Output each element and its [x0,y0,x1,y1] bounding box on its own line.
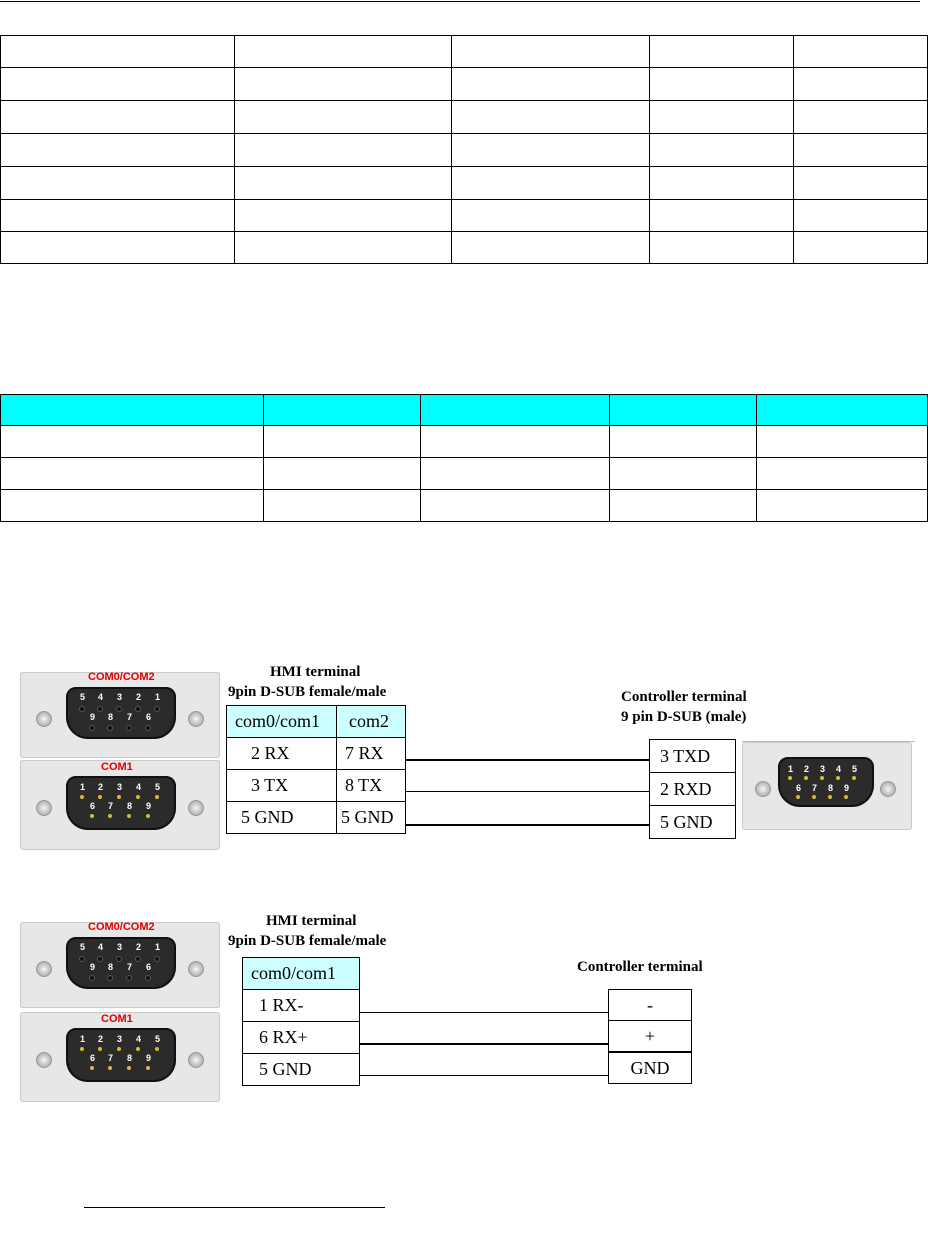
table-2 [0,394,928,522]
table-row [1,426,928,458]
pin-hole [136,707,140,711]
pin-hole [127,726,131,730]
pin-hole [80,957,84,961]
pin-number: 2 [98,782,104,792]
pin-dot [80,795,84,799]
hmi-pin-cell: 8 TX [337,770,406,802]
table-row [1,232,928,264]
pin-number: 5 [80,942,86,952]
wire-tx-rxd [405,791,649,792]
table-header-row [227,706,406,738]
connector-edge-line [742,741,915,742]
pin-dot [852,776,856,780]
pin-number: 2 [98,1034,104,1044]
connector-label-com0-com2: COM0/COM2 [88,671,155,683]
pin-dot [804,776,808,780]
pin-dot [788,776,792,780]
connector-label-com1: COM1 [101,1013,133,1025]
table-row [227,802,406,834]
pin-number: 5 [80,692,86,702]
pin-hole [108,976,112,980]
screw-icon [36,1052,52,1068]
pin-number: 3 [117,782,123,792]
table-row [609,1021,692,1053]
pin-number: 4 [136,782,142,792]
table-row [1,36,928,68]
screw-icon [188,1052,204,1068]
hmi-pin-cell: 5 GND [227,802,337,834]
hmi-pin-cell: 1 RX- [243,990,360,1022]
pin-number: 6 [796,783,802,793]
pin-dot [127,1066,131,1070]
hmi-pin-table [226,705,406,834]
pin-number: 4 [98,942,104,952]
table-header-row [1,395,928,426]
table-row [650,806,736,839]
hmi-terminal-subtitle: 9pin D-SUB female/male [228,684,387,700]
pin-number: 8 [108,712,114,722]
screw-icon [188,961,204,977]
controller-terminal-title: Controller terminal [621,689,747,705]
hmi-pin-cell: 2 RX [227,738,337,770]
hmi-pin-table [242,957,360,1086]
pin-number: 1 [80,1034,86,1044]
hmi-header-com0-com1: com0/com1 [227,706,337,738]
table-header-row [243,958,360,990]
table-row [1,167,928,200]
table-row [1,134,928,167]
pin-hole [90,976,94,980]
pin-dot [108,1066,112,1070]
pin-number: 7 [812,783,818,793]
pin-number: 5 [852,764,858,774]
pin-dot [90,1066,94,1070]
table-row [650,740,736,773]
hmi-terminal-title: HMI terminal [270,664,361,680]
pin-number: 1 [155,692,161,702]
pin-number: 1 [80,782,86,792]
screw-icon [36,800,52,816]
pin-dot [136,1047,140,1051]
pin-dot [136,795,140,799]
pin-dot [108,814,112,818]
pin-number: 2 [136,692,142,702]
table-row [650,773,736,806]
connector-label-com0-com2: COM0/COM2 [88,921,155,933]
pin-dot [820,776,824,780]
table-row [1,490,928,522]
pin-number: 1 [788,764,794,774]
pin-number: 3 [117,692,123,702]
pin-number: 6 [146,712,152,722]
pin-dot [90,814,94,818]
wire-gnd [360,1075,608,1076]
table-1 [0,35,928,264]
pin-hole [136,957,140,961]
screw-icon [880,781,896,797]
pin-dot [117,795,121,799]
pin-number: 4 [98,692,104,702]
pin-number: 6 [90,801,96,811]
table-row [243,990,360,1022]
pin-dot [796,795,800,799]
pin-hole [108,726,112,730]
pin-dot [98,795,102,799]
screw-icon [188,711,204,727]
controller-pin-cell: 5 GND [650,806,736,839]
pin-number: 7 [108,1053,114,1063]
pin-dot [844,795,848,799]
pin-number: 5 [155,1034,161,1044]
screw-icon [188,800,204,816]
table-row [227,738,406,770]
pin-number: 9 [90,712,96,722]
pin-hole [146,726,150,730]
table-row [1,68,928,101]
pin-number: 6 [90,1053,96,1063]
controller-pin-table [608,989,692,1084]
pin-number: 4 [136,1034,142,1044]
pin-hole [127,976,131,980]
hmi-header-com2: com2 [337,706,406,738]
pin-dot [155,1047,159,1051]
hmi-pin-cell: 5 GND [243,1054,360,1086]
pin-dot [98,1047,102,1051]
pin-number: 9 [146,801,152,811]
screw-icon [755,781,771,797]
hmi-terminal-subtitle: 9pin D-SUB female/male [228,933,387,949]
hmi-terminal-title: HMI terminal [266,913,357,929]
hmi-pin-cell: 3 TX [227,770,337,802]
controller-pin-table [649,739,736,839]
pin-number: 9 [90,962,96,972]
controller-terminal-subtitle: 9 pin D-SUB (male) [621,709,747,725]
table-row [227,770,406,802]
wire-gnd-gnd [405,824,649,826]
pin-number: 9 [844,783,850,793]
wire-rx-minus [360,1012,608,1013]
table-row [609,990,692,1021]
pin-dot [146,814,150,818]
pin-hole [155,957,159,961]
pin-hole [146,976,150,980]
table-row [609,1052,692,1084]
pin-dot [836,776,840,780]
pin-dot [127,814,131,818]
hmi-pin-cell: 6 RX+ [243,1022,360,1054]
pin-number: 7 [108,801,114,811]
pin-hole [117,957,121,961]
screw-icon [36,711,52,727]
pin-number: 4 [836,764,842,774]
table-row [1,458,928,490]
pin-number: 7 [127,962,133,972]
pin-number: 1 [155,942,161,952]
pin-dot [146,1066,150,1070]
wire-rx-txd [405,759,649,761]
controller-pin-cell: + [609,1021,692,1053]
pin-number: 8 [127,801,133,811]
pin-hole [155,707,159,711]
pin-dot [155,795,159,799]
pin-number: 9 [146,1053,152,1063]
controller-pin-cell: 3 TXD [650,740,736,773]
pin-dot [812,795,816,799]
table-row [243,1054,360,1086]
pin-hole [90,726,94,730]
pin-hole [80,707,84,711]
controller-pin-cell: GND [609,1052,692,1084]
pin-number: 7 [127,712,133,722]
connector-label-com1: COM1 [101,761,133,773]
pin-number: 6 [146,962,152,972]
pin-hole [117,707,121,711]
pin-number: 2 [136,942,142,952]
table-row [1,101,928,134]
pin-number: 3 [117,1034,123,1044]
controller-pin-cell: - [609,990,692,1021]
controller-pin-cell: 2 RXD [650,773,736,806]
pin-number: 2 [804,764,810,774]
header-rule [0,1,920,2]
table-row [243,1022,360,1054]
pin-number: 3 [117,942,123,952]
pin-hole [98,707,102,711]
wire-rx-plus [360,1043,608,1045]
pin-dot [828,795,832,799]
pin-dot [117,1047,121,1051]
pin-number: 3 [820,764,826,774]
controller-terminal-title: Controller terminal [577,959,703,975]
screw-icon [36,961,52,977]
pin-dot [80,1047,84,1051]
hmi-header-com0-com1: com0/com1 [243,958,360,990]
pin-number: 5 [155,782,161,792]
pin-number: 8 [828,783,834,793]
footnote-rule [84,1207,385,1208]
pin-hole [98,957,102,961]
hmi-pin-cell: 7 RX [337,738,406,770]
pin-number: 8 [108,962,114,972]
pin-number: 8 [127,1053,133,1063]
hmi-pin-cell: 5 GND [337,802,406,834]
table-row [1,200,928,232]
